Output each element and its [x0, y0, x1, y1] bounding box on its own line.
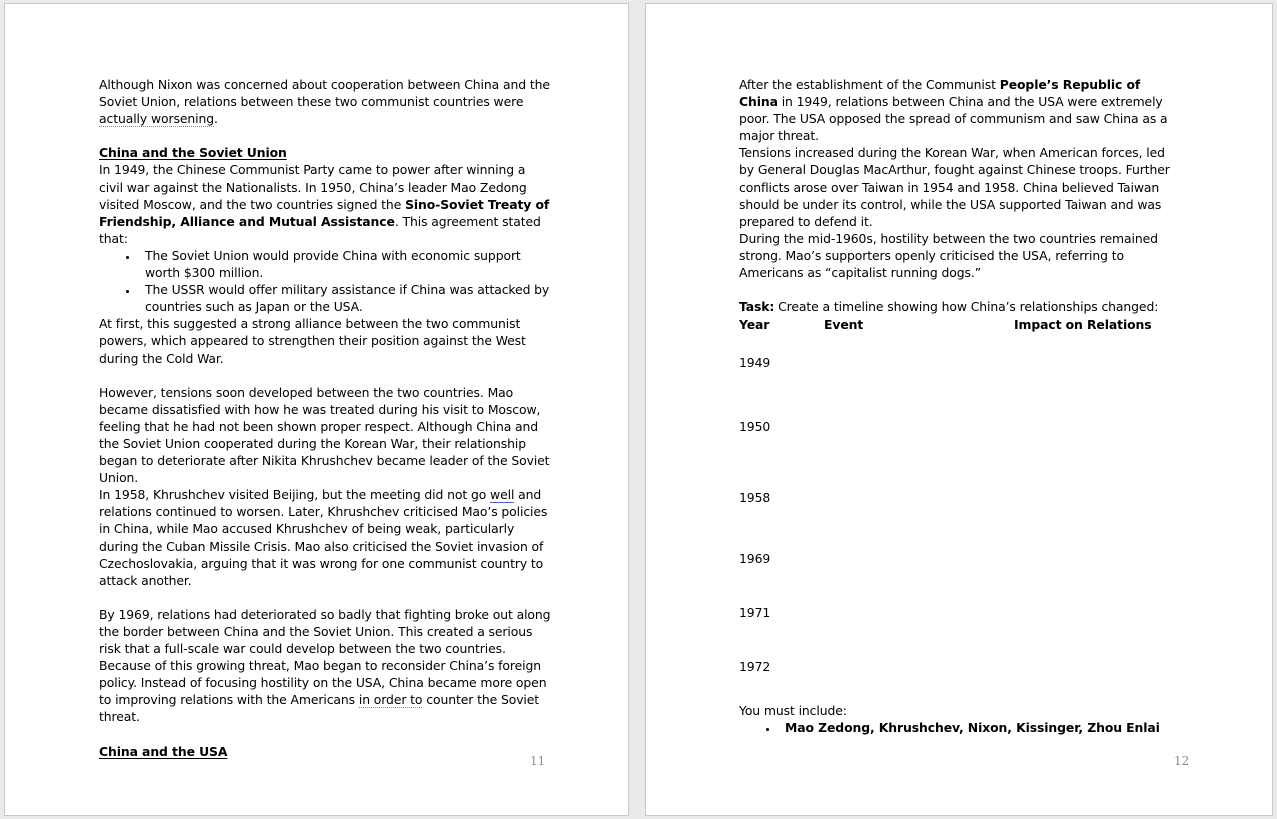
cell-year: 1949 [739, 355, 771, 371]
timeline-table [739, 316, 1179, 675]
document-page-12 [645, 3, 1273, 816]
spacer [739, 435, 1179, 489]
cell-year: 1958 [739, 489, 771, 505]
paragraph-1958-khrushchev-beijing [99, 486, 551, 589]
cell-year: 1971 [739, 604, 771, 620]
list-item: • The USSR would offer military assistance if China was attacked by countries such as Japan or the USA. [139, 281, 551, 315]
paragraph-prc-text-b: in 1949, relations between China and the USA were extremely poor. The USA opposed the spread of communism and saw China as a major threat. [739, 94, 1168, 144]
cell-event[interactable] [824, 354, 1014, 371]
column-header-impact: Impact on Relations [1014, 317, 1152, 333]
must-include-label: You must include: [739, 702, 847, 718]
task-instruction [739, 298, 1179, 315]
prc-name-bold: People’s Republic of China [739, 77, 1141, 110]
spacer [739, 567, 1179, 604]
spacer [99, 127, 551, 144]
column-header-event: Event [824, 317, 864, 333]
paragraph-growing-threat-text-a: Because of this growing threat, Mao began to reconsider China’s foreign policy. Instead of focusing hostility on the USA, China became more open to improving relations with the Americans [99, 658, 547, 708]
paragraph-growing-threat [99, 657, 551, 725]
paragraph-nixon-concern-text-a: Although Nixon was concerned about cooperation between China and the Soviet Union, relations between these two communist countries were [99, 77, 550, 110]
treaty-terms-list [99, 247, 551, 315]
table-row[interactable] [739, 550, 1179, 567]
spacer [739, 333, 1179, 354]
paragraph-at-first-alliance: At first, this suggested a strong alliance between the two communist powers, which appeared to strengthen their position against the West during the Cold War. [99, 316, 526, 366]
cell-event[interactable] [824, 418, 1014, 435]
spacer [739, 506, 1179, 550]
table-row[interactable] [739, 354, 1179, 371]
page-12-content [739, 76, 1179, 736]
spacer [99, 589, 551, 606]
heading-china-and-the-soviet-union: China and the Soviet Union [99, 145, 287, 161]
column-header-year: Year [739, 317, 770, 333]
paragraph-however-tensions: However, tensions soon developed between the two countries. Mao became dissatisfied with how he was treated during his visit to Moscow, feeling that he had not been shown proper respect. Although China and the Soviet Union cooperated during the Korean War, their relationship began to deteriorate after Nikita Khrushchev became leader of the Soviet Union. [99, 384, 550, 486]
paragraph-nixon-concern [99, 76, 551, 127]
cell-year: 1950 [739, 418, 771, 434]
table-row[interactable] [739, 658, 1179, 675]
cell-year: 1969 [739, 550, 771, 566]
cell-event[interactable] [824, 489, 1014, 506]
treaty-name-bold: Sino-Soviet Treaty of Friendship, Alliance and Mutual Assistance [99, 196, 550, 229]
list-item: • Mao Zedong, Khrushchev, Nixon, Kissinger, Zhou Enlai [779, 719, 1179, 736]
table-header-row [739, 316, 1179, 333]
cell-year: 1972 [739, 658, 771, 674]
spelling-suggestion-well[interactable]: well [490, 487, 515, 503]
paragraph-1969-border-fighting: By 1969, relations had deteriorated so badly that fighting broke out along the border between China and the Soviet Union. This created a serious risk that a full-scale war could develop between the two countries. [99, 606, 551, 657]
spacer [739, 621, 1179, 658]
paragraph-sino-soviet-treaty-text-a: In 1949, the Chinese Communist Party came to power after winning a civil war against the Nationalists. In 1950, China’s leader Mao Zedong visited Moscow, and the two countries signed the [99, 162, 527, 212]
task-label: Task: [739, 299, 775, 315]
heading-china-and-the-usa: China and the USA [99, 743, 228, 759]
page-number-12: 12 [1174, 754, 1190, 768]
paragraph-sino-soviet-treaty-text-b: . This agreement stated that: [99, 213, 541, 246]
paragraph-prc-text-a: After the establishment of the Communist [739, 77, 1000, 92]
cell-event[interactable] [824, 604, 1014, 621]
table-row[interactable] [739, 418, 1179, 435]
paragraph-1958-text-b: and relations continued to worsen. Later, Khrushchev criticised Mao’s policies in China, while Mao accused Khrushchev of being weak, particularly during the Cuban Missile Crisis. Mao also criticised the Soviet invasion of Czechoslovakia, arguing that it was wrong for one communist country to attack another. [99, 487, 548, 588]
page-11-content [99, 76, 551, 760]
cell-event[interactable] [824, 550, 1014, 567]
paragraph-korean-war-tensions: Tensions increased during the Korean War, when American forces, led by General Douglas MacArthur, fought against Chinese troops. Further conflicts arose over Taiwan in 1954 and 1958. China believed Taiwan should be under its control, while the USA supported Taiwan and was prepared to defend it. [739, 145, 1170, 229]
spacer [739, 372, 1179, 418]
grammar-suggestion-actually-worsening[interactable]: actually worsening [99, 111, 214, 127]
paragraph-1958-text-a: In 1958, Khrushchev visited Beijing, but the meeting did not go [99, 487, 491, 503]
paragraph-sino-soviet-treaty [99, 161, 551, 246]
cell-event[interactable] [824, 658, 1014, 675]
spacer [99, 726, 551, 743]
list-item: • The Soviet Union would provide China with economic support worth $300 million. [139, 247, 551, 281]
task-text: Create a timeline showing how China’s relationships changed: [774, 299, 1159, 315]
document-page-11 [4, 3, 629, 816]
table-row[interactable] [739, 489, 1179, 506]
must-include-list [739, 719, 1179, 736]
page-number-11: 11 [530, 754, 546, 768]
paragraph-mid-1960s-hostility: During the mid-1960s, hostility between the two countries remained strong. Mao’s supporters openly criticised the USA, referring to Americans as “capitalist running dogs.” [739, 230, 1158, 281]
paragraph-growing-threat-text-b: counter the Soviet threat. [99, 692, 540, 725]
grammar-suggestion-in-order-to[interactable]: in order to [358, 692, 423, 708]
spacer [99, 367, 551, 384]
table-row[interactable] [739, 604, 1179, 621]
paragraph-prc-establishment [739, 76, 1179, 144]
paragraph-nixon-concern-text-b: . [213, 111, 218, 127]
spacer [739, 281, 1179, 298]
spacer [739, 675, 1179, 702]
